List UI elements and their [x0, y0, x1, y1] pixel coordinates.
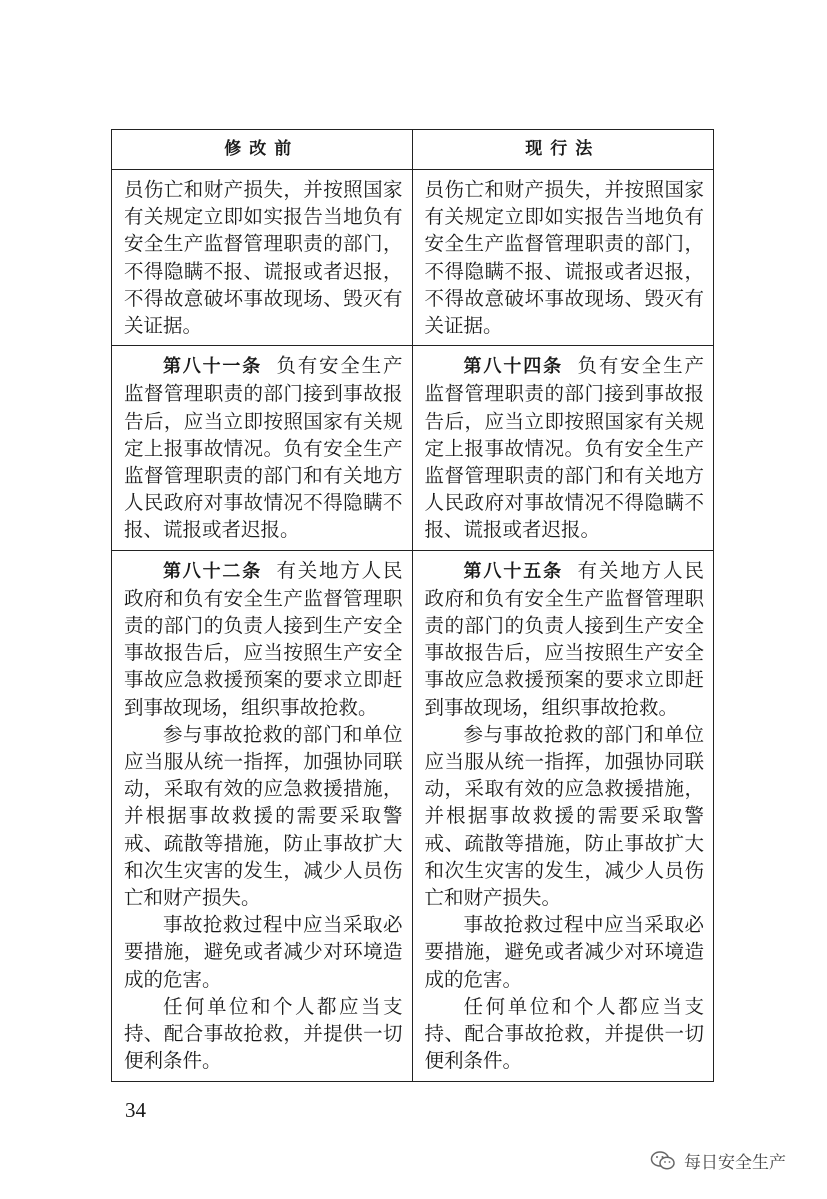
cell-current [413, 170, 714, 345]
paragraph: 员伤亡和财产损失，并按照国家有关规定立即如实报告当地负有安全生产监督管理职责的部门，不得隐瞒不报、谎报或者迟报，不得故意破坏事故现场、毁灭有关证据。 [124, 178, 403, 338]
header-before: 修改前 [112, 130, 413, 169]
article-text: 有关地方人民政府和负有安全生产监督管理职责的部门的负责人接到生产安全事故报告后，应当按照生产安全事故应急救援预案的要求立即赶到事故现场，组织事故抢救。 [124, 558, 403, 719]
paragraph: 事故抢救过程中应当采取必要措施，避免或者减少对环境造成的危害。 [124, 913, 403, 991]
article-number: 第八十一条 [163, 356, 263, 378]
paragraph: 事故抢救过程中应当采取必要措施，避免或者减少对环境造成的危害。 [424, 913, 704, 991]
watermark [650, 1148, 786, 1173]
cell-before [112, 170, 413, 345]
paragraph [124, 557, 403, 721]
header-current: 现行法 [525, 139, 601, 159]
cell-before [112, 551, 413, 1081]
cell-current [413, 551, 714, 1081]
paragraph: 参与事故抢救的部门和单位应当服从统一指挥，加强协同联动，采取有效的应急救援措施，并根据事故救援的需要采取警戒、疏散等措施，防止事故扩大和次生灾害的发生，减少人员伤亡和财产损失。 [424, 722, 704, 910]
table-row [112, 346, 713, 550]
table-row [112, 551, 713, 1081]
article-text: 负有安全生产监督管理职责的部门接到事故报告后，应当立即按照国家有关规定上报事故情况。负有安全生产监督管理职责的部门和有关地方人民政府对事故情况不得隐瞒不报、谎报或者迟报。 [124, 354, 403, 542]
page-number: 34 [125, 1098, 146, 1122]
paragraph [425, 352, 705, 543]
article-number: 第八十五条 [463, 560, 564, 582]
paragraph: 参与事故抢救的部门和单位应当服从统一指挥，加强协同联动，采取有效的应急救援措施，并根据事故救援的需要采取警戒、疏散等措施，防止事故扩大和次生灾害的发生，减少人员伤亡和财产损失。 [124, 722, 403, 910]
article-number: 第八十四条 [463, 356, 564, 378]
cell-before [112, 346, 413, 549]
article-number: 第八十二条 [163, 560, 263, 582]
article-text: 有关地方人民政府和负有安全生产监督管理职责的部门的负责人接到生产安全事故报告后，应当按照生产安全事故应急救援预案的要求立即赶到事故现场，组织事故抢救。 [424, 558, 704, 719]
paragraph: 员伤亡和财产损失，并按照国家有关规定立即如实报告当地负有安全生产监督管理职责的部门，不得隐瞒不报、谎报或者迟报，不得故意破坏事故现场、毁灭有关证据。 [424, 178, 704, 338]
table-row [112, 170, 713, 346]
paragraph: 任何单位和个人都应当支持、配合事故抢救，并提供一切便利条件。 [424, 994, 704, 1073]
wechat-icon [650, 1150, 676, 1172]
paragraph [124, 352, 403, 543]
cell-current [413, 346, 714, 549]
paragraph: 任何单位和个人都应当支持、配合事故抢救，并提供一切便利条件。 [124, 994, 403, 1073]
watermark-text: 每日安全生产 [684, 1153, 786, 1173]
comparison-table [111, 129, 714, 1082]
article-text: 负有安全生产监督管理职责的部门接到事故报告后，应当立即按照国家有关规定上报事故情况。负有安全生产监督管理职责的部门和有关地方人民政府对事故情况不得隐瞒不报、谎报或者迟报。 [424, 354, 704, 542]
paragraph [425, 557, 705, 721]
table-header-row [112, 130, 713, 170]
